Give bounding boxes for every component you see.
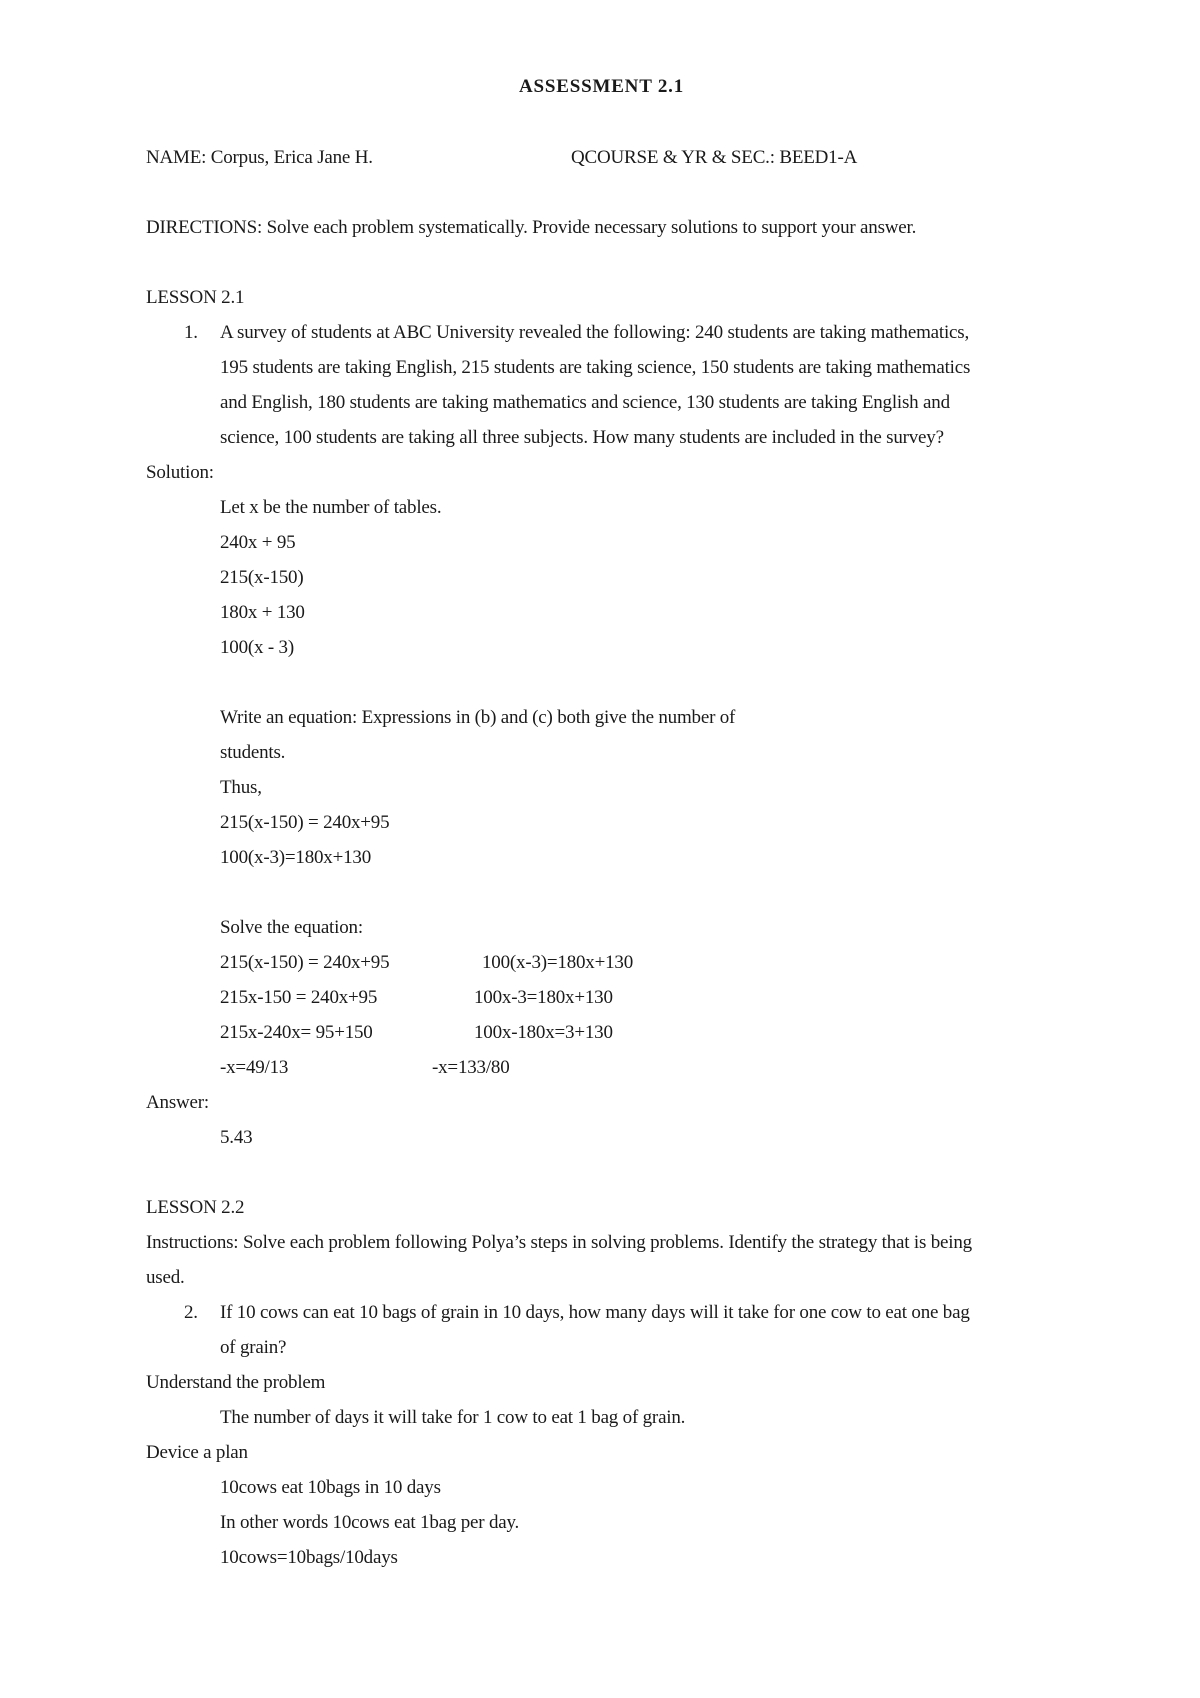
understand-label: Understand the problem (146, 1372, 326, 1393)
problem-number: 1. (184, 322, 198, 343)
solve-step-left: -x=49/13 (220, 1057, 289, 1078)
problem-line: and English, 180 students are taking mathematics and science, 130 students are taking English and (220, 392, 950, 413)
thus-label: Thus, (220, 777, 262, 798)
solution-label: Solution: (146, 462, 214, 483)
let-statement: Let x be the number of tables. (220, 497, 442, 518)
plan-line: In other words 10cows eat 1bag per day. (220, 1512, 520, 1533)
lesson-heading-2-1: LESSON 2.1 (146, 287, 245, 308)
expression: 215(x-150) (220, 567, 304, 588)
student-name: NAME: Corpus, Erica Jane H. (146, 147, 373, 168)
solve-step-right: 100x-3=180x+130 (474, 987, 613, 1008)
directions: DIRECTIONS: Solve each problem systematically. Provide necessary solutions to support your answer. (146, 217, 917, 238)
solve-step-right: -x=133/80 (432, 1057, 510, 1078)
solve-step-right: 100(x-3)=180x+130 (482, 952, 634, 973)
understand-text: The number of days it will take for 1 cow to eat 1 bag of grain. (220, 1407, 686, 1428)
answer-label: Answer: (146, 1092, 209, 1113)
equation: 215(x-150) = 240x+95 (220, 812, 390, 833)
instructions-line: Instructions: Solve each problem following Polya’s steps in solving problems. Identify the strategy that is being (146, 1232, 972, 1253)
instructions-line: used. (146, 1267, 185, 1288)
expression: 100(x - 3) (220, 637, 294, 658)
plan-line: 10cows eat 10bags in 10 days (220, 1477, 441, 1498)
equation: 100(x-3)=180x+130 (220, 847, 372, 868)
solve-step-left: 215x-150 = 240x+95 (220, 987, 378, 1008)
solve-step-right: 100x-180x=3+130 (474, 1022, 613, 1043)
solve-label: Solve the equation: (220, 917, 363, 938)
solve-step-left: 215x-240x= 95+150 (220, 1022, 373, 1043)
problem-line: If 10 cows can eat 10 bags of grain in 10 days, how many days will it take for one cow to eat one bag (220, 1302, 970, 1323)
problem-line: science, 100 students are taking all three subjects. How many students are included in the survey? (220, 427, 944, 448)
problem-line: A survey of students at ABC University revealed the following: 240 students are taking mathematics, (220, 322, 970, 343)
problem-line: of grain? (220, 1337, 287, 1358)
problem-number: 2. (184, 1302, 198, 1323)
equation-intro: Write an equation: Expressions in (b) and (c) both give the number of (220, 707, 736, 728)
plan-label: Device a plan (146, 1442, 248, 1463)
page-title: ASSESSMENT 2.1 (519, 76, 685, 97)
problem-line: 195 students are taking English, 215 students are taking science, 150 students are taking mathematics (220, 357, 971, 378)
expression: 180x + 130 (220, 602, 305, 623)
equation-intro: students. (220, 742, 286, 763)
lesson-heading-2-2: LESSON 2.2 (146, 1197, 245, 1218)
course-year-section: QCOURSE & YR & SEC.: BEED1-A (571, 147, 858, 168)
expression: 240x + 95 (220, 532, 296, 553)
answer-value: 5.43 (220, 1127, 253, 1148)
plan-line: 10cows=10bags/10days (220, 1547, 398, 1568)
solve-step-left: 215(x-150) = 240x+95 (220, 952, 390, 973)
